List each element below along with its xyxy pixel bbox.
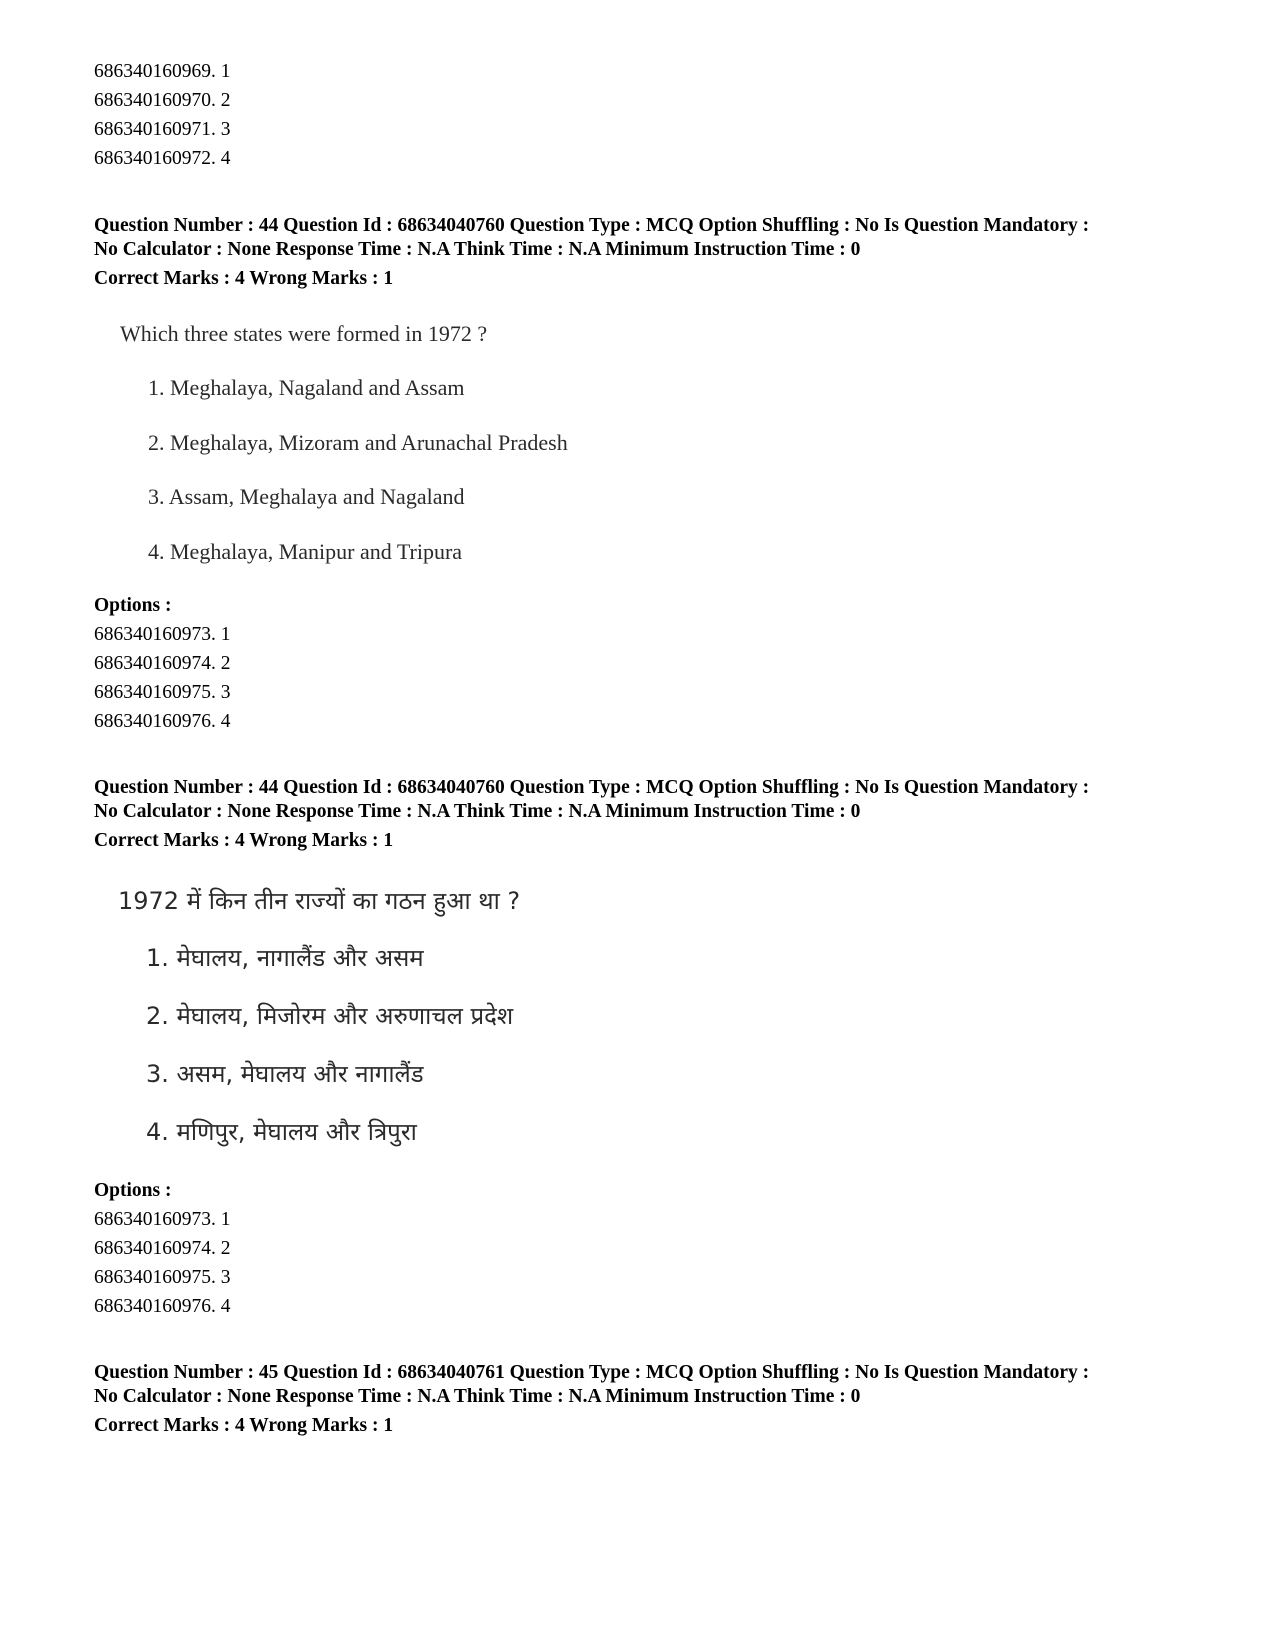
options-label: Options : xyxy=(94,1180,172,1201)
question-header-meta: No Calculator : None Response Time : N.A Think Time : N.A Minimum Instruction Time : 0 xyxy=(94,801,861,822)
option-id-line: 686340160969. 1 xyxy=(94,61,231,82)
option-id-line: 686340160972. 4 xyxy=(94,148,231,169)
option-id-line: 686340160976. 4 xyxy=(94,1296,231,1317)
question-text: 1972 में किन तीन राज्यों का गठन हुआ था ? xyxy=(118,887,521,915)
answer-choice: 4. Meghalaya, Manipur and Tripura xyxy=(148,539,463,564)
question-text: Which three states were formed in 1972 ? xyxy=(120,321,488,346)
option-id-line: 686340160970. 2 xyxy=(94,90,231,111)
question-header-meta: No Calculator : None Response Time : N.A Think Time : N.A Minimum Instruction Time : 0 xyxy=(94,1386,861,1407)
answer-choice: 1. Meghalaya, Nagaland and Assam xyxy=(148,375,465,400)
options-label: Options : xyxy=(94,595,172,616)
question-marks: Correct Marks : 4 Wrong Marks : 1 xyxy=(94,268,394,289)
question-header: Question Number : 45 Question Id : 68634040761 Question Type : MCQ Option Shuffling : No Is Question Mandatory : xyxy=(94,1362,1090,1383)
answer-choice: 2. मेघालय, मिजोरम और अरुणाचल प्रदेश xyxy=(146,1002,514,1030)
option-id-line: 686340160974. 2 xyxy=(94,653,231,674)
option-id-line: 686340160975. 3 xyxy=(94,682,231,703)
answer-choice: 1. मेघालय, नागालैंड और असम xyxy=(146,944,424,972)
question-header: Question Number : 44 Question Id : 68634040760 Question Type : MCQ Option Shuffling : No Is Question Mandatory : xyxy=(94,777,1090,798)
answer-choice: 4. मणिपुर, मेघालय और त्रिपुरा xyxy=(146,1118,417,1146)
option-id-line: 686340160973. 1 xyxy=(94,624,231,645)
question-header-meta: No Calculator : None Response Time : N.A Think Time : N.A Minimum Instruction Time : 0 xyxy=(94,239,861,260)
option-id-line: 686340160973. 1 xyxy=(94,1209,231,1230)
option-id-line: 686340160975. 3 xyxy=(94,1267,231,1288)
answer-choice: 3. Assam, Meghalaya and Nagaland xyxy=(148,484,465,509)
option-id-line: 686340160971. 3 xyxy=(94,119,231,140)
question-marks: Correct Marks : 4 Wrong Marks : 1 xyxy=(94,1415,394,1436)
option-id-line: 686340160974. 2 xyxy=(94,1238,231,1259)
answer-choice: 3. असम, मेघालय और नागालैंड xyxy=(146,1060,424,1088)
question-header: Question Number : 44 Question Id : 68634040760 Question Type : MCQ Option Shuffling : No Is Question Mandatory : xyxy=(94,215,1090,236)
answer-choice: 2. Meghalaya, Mizoram and Arunachal Pradesh xyxy=(148,430,568,455)
question-marks: Correct Marks : 4 Wrong Marks : 1 xyxy=(94,830,394,851)
option-id-line: 686340160976. 4 xyxy=(94,711,231,732)
